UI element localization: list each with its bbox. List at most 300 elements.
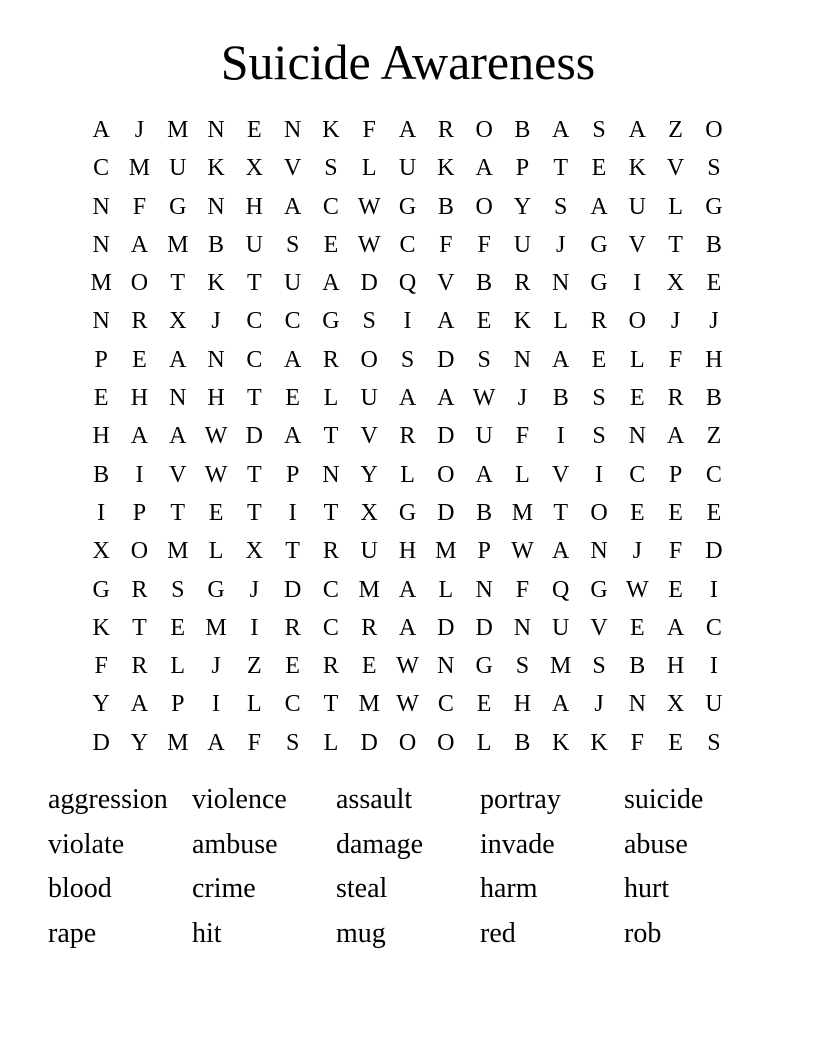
grid-letter: N xyxy=(92,231,110,258)
grid-letter: C xyxy=(246,346,263,373)
grid-letter: F xyxy=(94,653,108,680)
grid-letter: J xyxy=(594,691,604,718)
grid-letter: P xyxy=(285,461,300,488)
grid-letter: I xyxy=(709,653,718,680)
word-list-item: rob xyxy=(624,918,662,950)
grid-letter: T xyxy=(247,385,262,412)
grid-letter: S xyxy=(592,423,606,450)
grid-letter: A xyxy=(437,308,455,335)
grid-letter: C xyxy=(629,461,646,488)
grid-letter: U xyxy=(360,538,378,565)
grid-letter: S xyxy=(400,346,415,373)
grid-letter: R xyxy=(399,423,416,450)
grid-letter: E xyxy=(323,231,339,258)
grid-letter: R xyxy=(131,653,148,680)
grid-letter: T xyxy=(247,499,262,526)
grid-letter: E xyxy=(591,155,607,182)
grid-letter: S xyxy=(592,385,606,412)
grid-letter: F xyxy=(668,538,683,565)
grid-letter: J xyxy=(134,117,145,143)
grid-letter: E xyxy=(247,117,262,143)
grid-letter: J xyxy=(632,538,642,565)
grid-letter: N xyxy=(437,653,455,680)
grid-letter: N xyxy=(92,308,110,335)
letter-grid xyxy=(82,111,733,762)
word-list-item: red xyxy=(480,918,516,950)
grid-letter: I xyxy=(403,308,412,335)
grid-letter: E xyxy=(668,729,683,756)
grid-letter: V xyxy=(283,155,302,182)
grid-letter: O xyxy=(628,308,646,335)
grid-letter: T xyxy=(170,270,186,297)
word-list-item: damage xyxy=(336,828,424,860)
grid-letter: C xyxy=(705,614,722,641)
grid-letter: U xyxy=(705,691,723,718)
grid-letter: A xyxy=(552,691,570,718)
grid-letter: T xyxy=(553,499,569,526)
grid-letter: I xyxy=(556,423,565,450)
grid-letter: I xyxy=(97,499,106,526)
grid-letter: V xyxy=(590,614,608,641)
grid-letter: D xyxy=(360,270,378,297)
grid-letter: D xyxy=(437,423,455,450)
grid-letter: G xyxy=(398,499,417,526)
grid-letter: U xyxy=(398,155,417,182)
grid-letter: A xyxy=(130,423,149,450)
grid-letter: S xyxy=(554,193,568,220)
grid-letter: E xyxy=(132,346,147,373)
grid-letter: J xyxy=(211,308,221,335)
grid-letter: V xyxy=(666,155,685,182)
grid-letter: L xyxy=(476,729,492,756)
grid-letter: T xyxy=(323,691,339,718)
grid-letter: U xyxy=(552,614,570,641)
grid-letter: H xyxy=(513,691,532,718)
grid-letter: I xyxy=(288,499,297,526)
grid-letter: A xyxy=(628,117,646,143)
grid-letter: E xyxy=(285,653,300,680)
grid-letter: W xyxy=(204,461,228,488)
grid-letter: M xyxy=(167,117,189,143)
grid-letter: T xyxy=(668,231,683,258)
grid-letter: K xyxy=(513,308,532,335)
grid-letter: B xyxy=(705,231,722,258)
grid-letter: E xyxy=(361,653,377,680)
word-list-item: violate xyxy=(48,828,125,860)
grid-letter: R xyxy=(514,270,531,297)
grid-letter: K xyxy=(437,155,455,182)
grid-letter: N xyxy=(92,193,110,220)
grid-letter: E xyxy=(706,270,722,297)
grid-letter: H xyxy=(130,385,149,412)
grid-letter: S xyxy=(477,346,491,373)
grid-letter: N xyxy=(207,346,225,373)
grid-letter: N xyxy=(628,423,646,450)
grid-letter: L xyxy=(629,346,645,373)
grid-letter: M xyxy=(167,538,189,565)
grid-letter: T xyxy=(170,499,186,526)
grid-letter: L xyxy=(668,193,683,220)
grid-letter: B xyxy=(629,653,646,680)
grid-letter: O xyxy=(437,729,455,756)
grid-letter: L xyxy=(170,653,186,680)
word-list-item: rape xyxy=(48,918,97,950)
word-list-item: invade xyxy=(480,828,555,860)
grid-letter: N xyxy=(322,461,340,488)
grid-letter: E xyxy=(170,614,186,641)
grid-letter: D xyxy=(437,614,455,641)
grid-letter: E xyxy=(476,308,492,335)
grid-letter: W xyxy=(472,385,496,412)
grid-letter: B xyxy=(705,385,722,412)
grid-letter: O xyxy=(360,346,378,373)
grid-letter: U xyxy=(360,385,378,412)
grid-letter: G xyxy=(322,308,340,335)
grid-letter: W xyxy=(511,538,534,565)
grid-letter: K xyxy=(322,117,340,143)
grid-letter: A xyxy=(169,423,187,450)
grid-letter: P xyxy=(668,461,683,488)
grid-letter: L xyxy=(323,729,339,756)
grid-letter: E xyxy=(285,385,300,412)
grid-letter: O xyxy=(475,193,493,220)
grid-letter: F xyxy=(362,117,376,143)
grid-letter: H xyxy=(92,423,110,450)
grid-letter: G xyxy=(207,576,225,603)
grid-letter: P xyxy=(171,691,185,718)
grid-letter: E xyxy=(476,691,492,718)
grid-letter: A xyxy=(130,231,149,258)
grid-letter: A xyxy=(130,691,149,718)
grid-letter: Q xyxy=(398,270,417,297)
grid-letter: E xyxy=(591,346,607,373)
grid-letter: A xyxy=(283,193,302,220)
grid-letter: M xyxy=(511,499,534,526)
grid-letter: N xyxy=(207,117,225,143)
grid-letter: P xyxy=(515,155,530,182)
grid-letter: W xyxy=(357,193,381,220)
grid-letter: R xyxy=(131,576,148,603)
grid-letter: I xyxy=(709,576,718,603)
grid-letter: F xyxy=(439,231,453,258)
grid-letter: N xyxy=(475,576,493,603)
grid-letter: M xyxy=(167,729,189,756)
grid-letter: R xyxy=(591,308,608,335)
grid-letter: P xyxy=(477,538,491,565)
grid-letter: O xyxy=(475,117,493,143)
grid-letter: Y xyxy=(360,461,378,488)
grid-letter: A xyxy=(398,385,417,412)
grid-letter: W xyxy=(396,691,419,718)
grid-letter: D xyxy=(705,538,723,565)
grid-letter: F xyxy=(515,576,530,603)
grid-letter: U xyxy=(475,423,493,450)
grid-letter: X xyxy=(169,308,187,335)
grid-letter: R xyxy=(131,308,148,335)
grid-letter: H xyxy=(245,193,263,220)
grid-letter: F xyxy=(630,729,644,756)
grid-letter: P xyxy=(94,346,108,373)
grid-letter: K xyxy=(207,270,225,297)
grid-letter: S xyxy=(171,576,185,603)
grid-letter: Y xyxy=(513,193,532,220)
grid-letter: O xyxy=(590,499,608,526)
grid-letter: M xyxy=(358,576,380,603)
grid-letter: G xyxy=(590,576,608,603)
grid-letter: R xyxy=(322,538,339,565)
grid-letter: B xyxy=(514,117,531,143)
grid-letter: C xyxy=(322,193,339,220)
grid-letter: A xyxy=(283,423,302,450)
grid-letter: L xyxy=(208,538,224,565)
grid-letter: I xyxy=(595,461,603,488)
grid-letter: H xyxy=(705,346,723,373)
grid-letter: S xyxy=(324,155,338,182)
grid-letter: T xyxy=(132,614,147,641)
grid-letter: T xyxy=(553,155,569,182)
grid-letter: M xyxy=(205,614,227,641)
grid-letter: U xyxy=(628,193,646,220)
grid-letter: A xyxy=(92,117,110,143)
grid-letter: A xyxy=(398,117,417,143)
grid-letter: A xyxy=(437,385,455,412)
grid-letter: R xyxy=(361,614,378,641)
grid-letter: R xyxy=(322,653,339,680)
grid-letter: O xyxy=(130,538,149,565)
grid-letter: F xyxy=(668,346,683,373)
grid-letter: C xyxy=(437,691,454,718)
word-list-item: hurt xyxy=(624,873,670,905)
grid-letter: L xyxy=(323,385,339,412)
grid-letter: G xyxy=(590,231,608,258)
grid-letter: K xyxy=(552,729,570,756)
grid-letter: N xyxy=(628,691,646,718)
word-list-item: harm xyxy=(480,873,538,905)
grid-letter: L xyxy=(400,461,415,488)
grid-letter: B xyxy=(476,499,493,526)
grid-letter: G xyxy=(169,193,187,220)
word-list-item: violence xyxy=(192,784,287,815)
grid-letter: N xyxy=(207,193,225,220)
grid-letter: D xyxy=(437,499,455,526)
grid-letter: E xyxy=(208,499,224,526)
grid-letter: L xyxy=(361,155,377,182)
grid-letter: X xyxy=(245,155,263,182)
word-list-item: steal xyxy=(336,873,388,905)
grid-letter: Z xyxy=(706,423,722,450)
grid-letter: E xyxy=(668,576,683,603)
grid-letter: H xyxy=(666,653,685,680)
grid-letter: P xyxy=(132,499,147,526)
grid-letter: A xyxy=(169,346,187,373)
grid-letter: I xyxy=(135,461,144,488)
grid-letter: R xyxy=(322,346,339,373)
word-list-item: ambuse xyxy=(192,828,278,860)
grid-letter: S xyxy=(285,729,300,756)
grid-letter: T xyxy=(247,461,262,488)
grid-letter: G xyxy=(705,193,723,220)
grid-letter: N xyxy=(169,385,187,412)
grid-letter: W xyxy=(204,423,228,450)
grid-letter: A xyxy=(283,346,302,373)
grid-letter: G xyxy=(475,653,493,680)
grid-letter: C xyxy=(705,461,722,488)
grid-letter: O xyxy=(705,117,723,143)
grid-letter: V xyxy=(628,231,646,258)
grid-letter: A xyxy=(552,346,570,373)
grid-letter: J xyxy=(556,231,566,258)
grid-letter: M xyxy=(128,155,151,182)
grid-letter: N xyxy=(283,117,302,143)
grid-letter: D xyxy=(475,614,493,641)
grid-letter: S xyxy=(515,653,530,680)
grid-letter: E xyxy=(629,385,645,412)
grid-letter: S xyxy=(592,653,606,680)
grid-letter: B xyxy=(93,461,110,488)
grid-letter: J xyxy=(249,576,259,603)
grid-letter: G xyxy=(398,193,417,220)
grid-letter: K xyxy=(590,729,608,756)
word-list-item: mug xyxy=(336,918,386,950)
grid-letter: T xyxy=(285,538,300,565)
grid-letter: K xyxy=(628,155,646,182)
grid-letter: M xyxy=(550,653,572,680)
grid-letter: N xyxy=(552,270,570,297)
grid-letter: N xyxy=(513,614,532,641)
grid-letter: L xyxy=(247,691,262,718)
grid-letter: L xyxy=(553,308,569,335)
grid-letter: E xyxy=(668,499,683,526)
grid-letter: K xyxy=(92,614,110,641)
grid-letter: J xyxy=(709,308,719,335)
grid-letter: F xyxy=(515,423,530,450)
grid-letter: D xyxy=(360,729,378,756)
grid-letter: J xyxy=(517,385,528,412)
grid-letter: X xyxy=(245,538,263,565)
grid-letter: M xyxy=(167,231,189,258)
grid-letter: A xyxy=(666,423,685,450)
grid-letter: S xyxy=(362,308,376,335)
grid-letter: H xyxy=(207,385,225,412)
grid-letter: I xyxy=(212,691,221,718)
grid-letter: D xyxy=(245,423,263,450)
page-title: Suicide Awareness xyxy=(220,34,596,90)
grid-letter: M xyxy=(358,691,380,718)
grid-letter: Y xyxy=(92,691,110,718)
word-list xyxy=(48,778,768,957)
word-list-item: blood xyxy=(48,873,112,905)
grid-letter: F xyxy=(132,193,147,220)
grid-letter: B xyxy=(552,385,569,412)
grid-letter: X xyxy=(92,538,110,565)
grid-letter: X xyxy=(666,691,685,718)
grid-letter: D xyxy=(92,729,110,756)
grid-letter: C xyxy=(284,691,301,718)
grid-letter: A xyxy=(552,117,570,143)
grid-letter: D xyxy=(283,576,302,603)
grid-letter: R xyxy=(284,614,301,641)
grid-letter: C xyxy=(246,308,263,335)
word-list-item: hit xyxy=(192,918,222,950)
grid-letter: E xyxy=(706,499,722,526)
grid-letter: G xyxy=(92,576,110,603)
grid-letter: C xyxy=(93,155,110,182)
grid-letter: E xyxy=(629,499,645,526)
grid-letter: U xyxy=(513,231,532,258)
grid-letter: U xyxy=(283,270,302,297)
grid-letter: B xyxy=(208,231,225,258)
grid-letter: C xyxy=(284,308,301,335)
grid-letter: V xyxy=(360,423,378,450)
grid-letter: B xyxy=(437,193,454,220)
grid-letter: Y xyxy=(130,729,149,756)
grid-letter: L xyxy=(438,576,454,603)
grid-letter: K xyxy=(207,155,225,182)
grid-letter: A xyxy=(590,193,608,220)
grid-letter: S xyxy=(707,155,721,182)
grid-letter: U xyxy=(169,155,187,182)
grid-letter: B xyxy=(514,729,531,756)
grid-letter: M xyxy=(435,538,457,565)
grid-letter: R xyxy=(667,385,684,412)
grid-letter: R xyxy=(437,117,454,143)
word-list-item: aggression xyxy=(48,784,168,815)
grid-letter: J xyxy=(211,653,221,680)
grid-letter: T xyxy=(323,423,339,450)
grid-letter: X xyxy=(666,270,685,297)
grid-letter: A xyxy=(398,576,417,603)
grid-letter: M xyxy=(90,270,112,297)
grid-letter: O xyxy=(398,729,417,756)
grid-letter: A xyxy=(475,155,493,182)
grid-letter: A xyxy=(552,538,570,565)
grid-letter: A xyxy=(398,614,417,641)
grid-letter: W xyxy=(357,231,381,258)
word-list-item: portray xyxy=(480,784,561,815)
grid-letter: N xyxy=(513,346,532,373)
grid-letter: G xyxy=(590,270,608,297)
grid-letter: E xyxy=(93,385,109,412)
grid-letter: Z xyxy=(668,117,683,143)
grid-letter: S xyxy=(707,729,721,756)
grid-letter: T xyxy=(247,270,262,297)
grid-letter: C xyxy=(399,231,416,258)
word-list-item: suicide xyxy=(624,784,704,815)
grid-letter: Z xyxy=(247,653,262,680)
grid-letter: Q xyxy=(552,576,570,603)
grid-letter: C xyxy=(322,576,339,603)
word-list-item: crime xyxy=(192,873,256,905)
grid-letter: B xyxy=(476,270,493,297)
grid-letter: J xyxy=(670,308,681,335)
grid-letter: H xyxy=(398,538,417,565)
grid-letter: W xyxy=(625,576,649,603)
grid-letter: S xyxy=(592,117,606,143)
grid-letter: I xyxy=(633,270,642,297)
grid-letter: S xyxy=(285,231,300,258)
grid-letter: F xyxy=(477,231,491,258)
grid-letter: A xyxy=(322,270,340,297)
grid-letter: O xyxy=(130,270,149,297)
grid-letter: V xyxy=(437,270,455,297)
grid-letter: A xyxy=(475,461,493,488)
grid-letter: A xyxy=(666,614,685,641)
grid-letter: L xyxy=(515,461,530,488)
grid-letter: T xyxy=(323,499,339,526)
word-list-item: abuse xyxy=(624,828,688,860)
grid-letter: O xyxy=(437,461,455,488)
grid-letter: V xyxy=(552,461,570,488)
